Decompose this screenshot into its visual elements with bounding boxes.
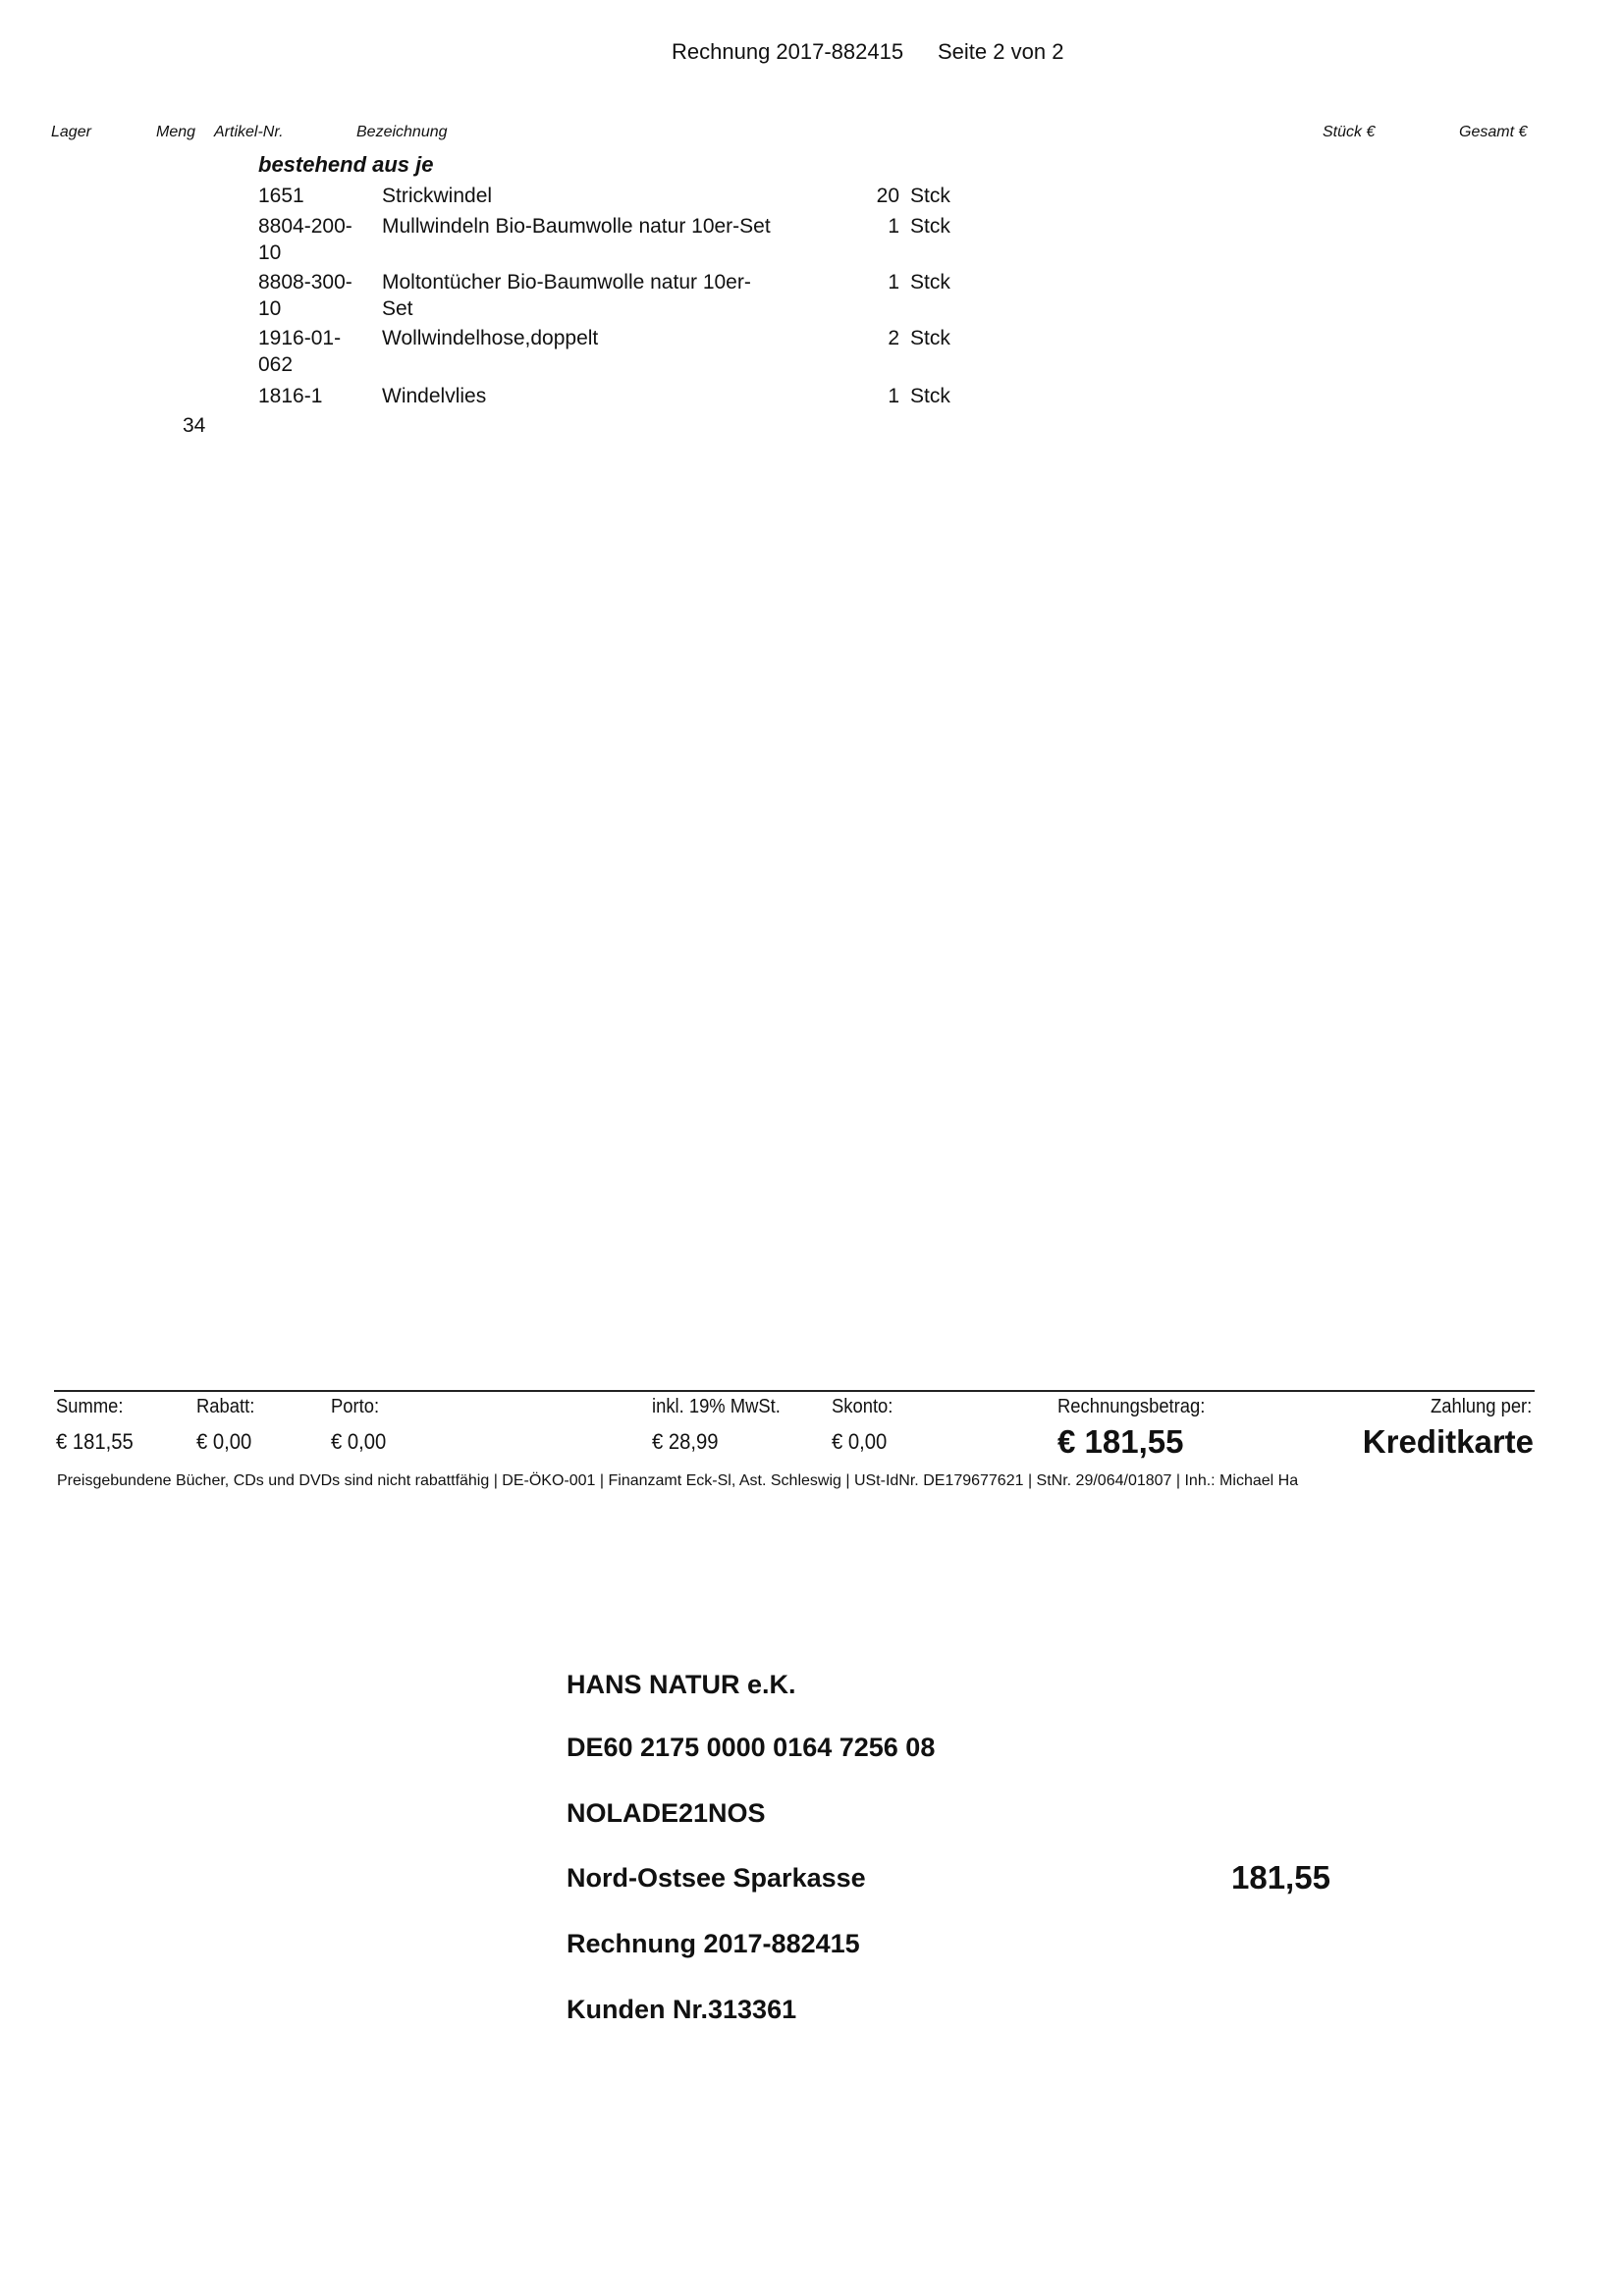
col-header-bezeichnung: Bezeichnung <box>356 124 448 140</box>
article-number: 8804-200-10 <box>258 215 352 264</box>
bank-reference-customer: Kunden Nr.313361 <box>567 1995 797 2024</box>
article-description: Strickwindel <box>382 185 493 207</box>
rechnungsbetrag-label: Rechnungsbetrag: <box>1057 1396 1206 1417</box>
payment-method: Kreditkarte <box>1362 1423 1534 1460</box>
article-description: Wollwindelhose,doppelt <box>382 327 599 349</box>
article-number: 1651 <box>258 185 304 207</box>
col-header-lager: Lager <box>51 124 91 140</box>
article-unit: Stck <box>910 185 950 207</box>
col-header-menge: Meng <box>156 124 196 140</box>
mwst-label: inkl. 19% MwSt. <box>652 1396 781 1417</box>
skonto-label: Skonto: <box>832 1396 893 1417</box>
col-header-stueck: Stück € <box>1323 124 1376 140</box>
invoice-number-header: Rechnung 2017-882415 <box>672 39 904 64</box>
porto-label: Porto: <box>331 1396 380 1417</box>
bank-reference-invoice: Rechnung 2017-882415 <box>567 1929 860 1958</box>
bank-institute: Nord-Ostsee Sparkasse <box>567 1863 866 1893</box>
porto-value: € 0,00 <box>331 1429 387 1454</box>
bank-iban: DE60 2175 0000 0164 7256 08 <box>567 1733 936 1762</box>
legal-footer-note: Preisgebundene Bücher, CDs und DVDs sind nicht rabattfähig | DE-ÖKO-001 | Finanzamt Eck-Sl, Ast. Schleswig | USt-IdNr. DE179677621 | StNr. 29/064/01807 | Inh.: Michael Ha <box>57 1472 1299 1489</box>
skonto-value: € 0,00 <box>832 1429 888 1454</box>
page-indicator: Seite 2 von 2 <box>938 39 1064 64</box>
article-description: Windelvlies <box>382 385 487 407</box>
total-quantity: 34 <box>183 414 206 437</box>
rabatt-value: € 0,00 <box>196 1429 252 1454</box>
col-header-gesamt: Gesamt € <box>1459 124 1528 140</box>
zahlung-label: Zahlung per: <box>1430 1396 1532 1417</box>
article-quantity: 1 <box>888 385 899 407</box>
bundle-title: bestehend aus je <box>258 152 434 177</box>
bank-transfer-amount: 181,55 <box>1231 1859 1330 1896</box>
rechnungsbetrag-value: € 181,55 <box>1057 1423 1184 1460</box>
article-quantity: 2 <box>888 327 899 349</box>
article-number: 1816-1 <box>258 385 323 407</box>
article-quantity: 20 <box>876 185 899 207</box>
bank-bic: NOLADE21NOS <box>567 1798 766 1828</box>
col-header-artikel: Artikel-Nr. <box>214 124 284 140</box>
summary-divider <box>54 1390 1535 1392</box>
article-unit: Stck <box>910 271 950 294</box>
mwst-value: € 28,99 <box>652 1429 719 1454</box>
article-number: 1916-01-062 <box>258 327 342 376</box>
article-quantity: 1 <box>888 215 899 238</box>
bank-recipient: HANS NATUR e.K. <box>567 1670 796 1699</box>
article-description: Moltontücher Bio-Baumwolle natur 10er-Set <box>382 271 751 320</box>
summe-value: € 181,55 <box>56 1429 134 1454</box>
article-unit: Stck <box>910 327 950 349</box>
article-quantity: 1 <box>888 271 899 294</box>
article-number: 8808-300-10 <box>258 271 352 320</box>
article-description: Mullwindeln Bio-Baumwolle natur 10er-Set <box>382 215 771 238</box>
article-unit: Stck <box>910 215 950 238</box>
summe-label: Summe: <box>56 1396 124 1417</box>
rabatt-label: Rabatt: <box>196 1396 255 1417</box>
article-unit: Stck <box>910 385 950 407</box>
